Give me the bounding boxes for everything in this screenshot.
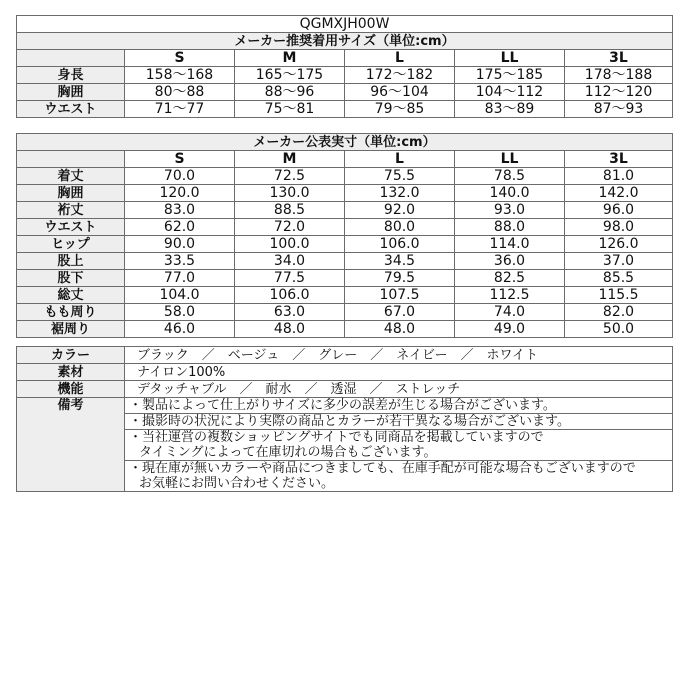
table-row: [17, 287, 673, 304]
table-cell: 172～182: [345, 67, 455, 84]
table-cell: 106.0: [235, 287, 345, 304]
color-label: カラー: [17, 347, 125, 364]
size-m: M: [235, 50, 345, 67]
row-label: ウエスト: [17, 219, 125, 236]
table-cell: 178～188: [565, 67, 673, 84]
table-cell: 93.0: [455, 202, 565, 219]
row-label: ウエスト: [17, 101, 125, 118]
recommended-title: メーカー推奨着用サイズ（単位:cm）: [17, 33, 673, 50]
function-value: デタッチャブル ／ 耐水 ／ 透湿 ／ ストレッチ: [125, 381, 673, 398]
notes-label: 備考: [17, 398, 125, 492]
material-label: 素材: [17, 364, 125, 381]
table-cell: 114.0: [455, 236, 565, 253]
actual-size-table: [16, 133, 673, 338]
table-cell: 80.0: [345, 219, 455, 236]
table-cell: 77.5: [235, 270, 345, 287]
table-cell: 72.5: [235, 168, 345, 185]
table-cell: 158～168: [125, 67, 235, 84]
table-cell: 88.5: [235, 202, 345, 219]
note-line: ・製品によって仕上がりサイズに多少の誤差が生じる場合がございます。: [125, 398, 673, 414]
table-row: [17, 101, 673, 118]
table-cell: 34.0: [235, 253, 345, 270]
table-cell: 48.0: [345, 321, 455, 338]
table-cell: 92.0: [345, 202, 455, 219]
note-line: ・当社運営の複数ショッピングサイトでも同商品を掲載していますので: [125, 430, 673, 446]
table-cell: 96～104: [345, 84, 455, 101]
table-row: [17, 67, 673, 84]
size-s: S: [125, 151, 235, 168]
table-cell: 33.5: [125, 253, 235, 270]
table-cell: 46.0: [125, 321, 235, 338]
table-cell: 74.0: [455, 304, 565, 321]
size-ll: LL: [455, 50, 565, 67]
table-cell: 175～185: [455, 67, 565, 84]
table-cell: 49.0: [455, 321, 565, 338]
table-cell: 62.0: [125, 219, 235, 236]
table-row: [17, 185, 673, 202]
table-cell: 80～88: [125, 84, 235, 101]
table-cell: 75.5: [345, 168, 455, 185]
row-label: もも周り: [17, 304, 125, 321]
table-cell: 88～96: [235, 84, 345, 101]
table-cell: 100.0: [235, 236, 345, 253]
row-label: 胸囲: [17, 185, 125, 202]
table-row: [17, 270, 673, 287]
table-cell: 165～175: [235, 67, 345, 84]
table-cell: 72.0: [235, 219, 345, 236]
color-value: ブラック ／ ベージュ ／ グレー ／ ネイビー ／ ホワイト: [125, 347, 673, 364]
table-cell: 96.0: [565, 202, 673, 219]
size-m: M: [235, 151, 345, 168]
product-info-table: [16, 346, 673, 492]
corner-cell: [17, 151, 125, 168]
table-cell: 37.0: [565, 253, 673, 270]
note-line: ・現在庫が無いカラーや商品につきましても、在庫手配が可能な場合もございますので: [125, 461, 673, 477]
notes-row: [17, 398, 673, 414]
table-cell: 75～81: [235, 101, 345, 118]
note-line: タイミングによって在庫切れの場合もございます。: [125, 445, 673, 461]
row-label: ヒップ: [17, 236, 125, 253]
table-row: [17, 236, 673, 253]
note-line: お気軽にお問い合わせください。: [125, 476, 673, 492]
table-row: [17, 321, 673, 338]
table-cell: 63.0: [235, 304, 345, 321]
table-cell: 112～120: [565, 84, 673, 101]
table-cell: 115.5: [565, 287, 673, 304]
table-cell: 104～112: [455, 84, 565, 101]
material-value: ナイロン100%: [125, 364, 673, 381]
color-row: [17, 347, 673, 364]
row-label: 股下: [17, 270, 125, 287]
table-cell: 34.5: [345, 253, 455, 270]
table-cell: 79.5: [345, 270, 455, 287]
table-cell: 50.0: [565, 321, 673, 338]
table-cell: 70.0: [125, 168, 235, 185]
row-label: 裾周り: [17, 321, 125, 338]
size-ll: LL: [455, 151, 565, 168]
size-s: S: [125, 50, 235, 67]
table-cell: 106.0: [345, 236, 455, 253]
corner-cell: [17, 50, 125, 67]
row-label: 総丈: [17, 287, 125, 304]
note-line: ・撮影時の状況により実際の商品とカラーが若干異なる場合がございます。: [125, 414, 673, 430]
table-cell: 98.0: [565, 219, 673, 236]
table-row: [17, 219, 673, 236]
size-header-row: [17, 50, 673, 67]
table-cell: 85.5: [565, 270, 673, 287]
table-cell: 142.0: [565, 185, 673, 202]
table-cell: 82.5: [455, 270, 565, 287]
product-code: QGMXJH00W: [17, 16, 673, 33]
table-cell: 90.0: [125, 236, 235, 253]
table-cell: 58.0: [125, 304, 235, 321]
table-cell: 78.5: [455, 168, 565, 185]
table-cell: 77.0: [125, 270, 235, 287]
table-cell: 126.0: [565, 236, 673, 253]
size-header-row: [17, 151, 673, 168]
table-cell: 104.0: [125, 287, 235, 304]
table-row: [17, 202, 673, 219]
function-row: [17, 381, 673, 398]
table-row: [17, 304, 673, 321]
row-label: 胸囲: [17, 84, 125, 101]
size-3l: 3L: [565, 151, 673, 168]
table-cell: 67.0: [345, 304, 455, 321]
table-cell: 87～93: [565, 101, 673, 118]
table-cell: 83～89: [455, 101, 565, 118]
table-row: [17, 168, 673, 185]
table-cell: 79～85: [345, 101, 455, 118]
table-cell: 48.0: [235, 321, 345, 338]
table-cell: 36.0: [455, 253, 565, 270]
table-row: [17, 84, 673, 101]
function-label: 機能: [17, 381, 125, 398]
size-l: L: [345, 50, 455, 67]
row-label: 裄丈: [17, 202, 125, 219]
table-cell: 140.0: [455, 185, 565, 202]
table-cell: 130.0: [235, 185, 345, 202]
size-3l: 3L: [565, 50, 673, 67]
row-label: 股上: [17, 253, 125, 270]
table-cell: 83.0: [125, 202, 235, 219]
table-cell: 71～77: [125, 101, 235, 118]
recommended-size-table: [16, 15, 673, 118]
actual-title: メーカー公表実寸（単位:cm）: [17, 134, 673, 151]
row-label: 着丈: [17, 168, 125, 185]
table-cell: 132.0: [345, 185, 455, 202]
size-l: L: [345, 151, 455, 168]
table-cell: 88.0: [455, 219, 565, 236]
table-cell: 120.0: [125, 185, 235, 202]
table-row: [17, 253, 673, 270]
table-cell: 112.5: [455, 287, 565, 304]
table-cell: 107.5: [345, 287, 455, 304]
table-cell: 81.0: [565, 168, 673, 185]
row-label: 身長: [17, 67, 125, 84]
table-cell: 82.0: [565, 304, 673, 321]
material-row: [17, 364, 673, 381]
